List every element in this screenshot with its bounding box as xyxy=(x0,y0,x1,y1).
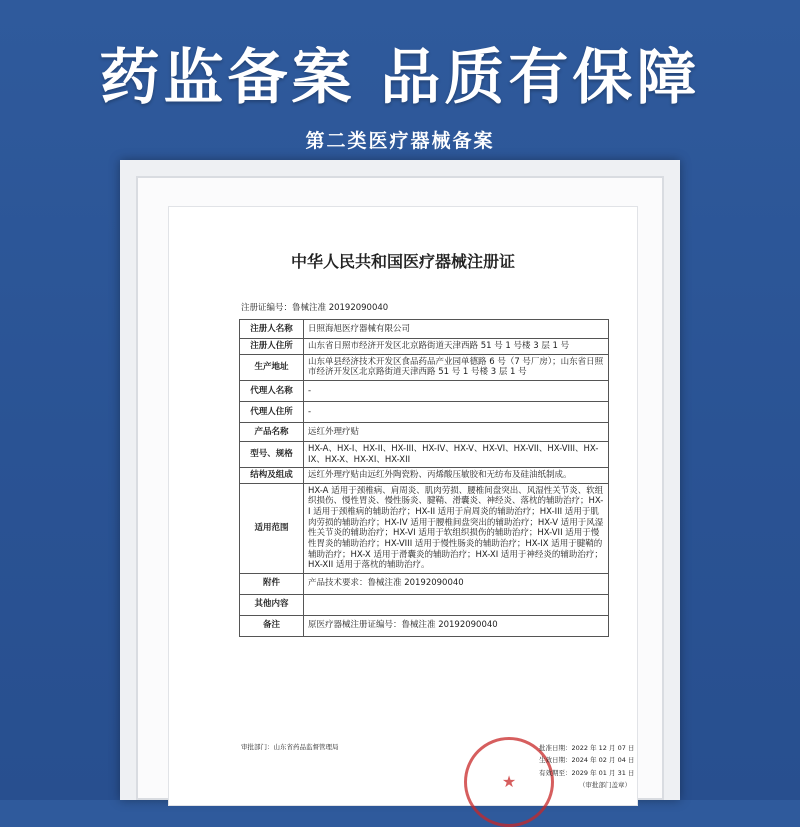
table-row xyxy=(240,594,609,615)
certificate-table xyxy=(239,319,609,637)
row-value: - xyxy=(304,380,609,401)
row-label: 附件 xyxy=(240,573,304,594)
row-value: 产品技术要求：鲁械注准 20192090040 xyxy=(304,573,609,594)
row-label: 注册人住所 xyxy=(240,339,304,355)
stamp-note: （审批部门盖章） xyxy=(579,781,631,790)
row-value xyxy=(304,594,609,615)
table-row xyxy=(240,380,609,401)
row-label: 其他内容 xyxy=(240,594,304,615)
row-value: 原医疗器械注册证编号：鲁械注准 20192090040 xyxy=(304,615,609,636)
table-row xyxy=(240,468,609,484)
row-value: 日照海旭医疗器械有限公司 xyxy=(304,320,609,339)
expiry-date: 有效期至：2029 年 01 月 31 日 xyxy=(539,768,635,777)
row-value: HX-A、HX-I、HX-II、HX-III、HX-IV、HX-V、HX-VI、HX-VII、HX-VIII、HX-IX、HX-X、HX-XI、HX-XII xyxy=(304,441,609,467)
approval-date: 批准日期：2022 年 12 月 07 日 xyxy=(539,744,635,752)
frame-inner-border xyxy=(136,176,664,800)
certificate-document xyxy=(168,206,638,806)
row-label: 结构及组成 xyxy=(240,468,304,484)
table-row xyxy=(240,615,609,636)
picture-frame xyxy=(120,160,680,800)
registration-number: 注册证编号：鲁械注准 20192090040 xyxy=(241,303,389,313)
row-value: 山东省日照市经济开发区北京路街道天津西路 51 号 1 号楼 3 层 1 号 xyxy=(304,339,609,355)
row-label: 型号、规格 xyxy=(240,441,304,467)
row-value: 山东单县经济技术开发区食品药品产业园单德路 6 号（7 号厂房）；山东省日照市经济开发区北京路街道天津西路 51 号 1 号楼 3 层 1 号 xyxy=(304,354,609,380)
row-label: 生产地址 xyxy=(240,354,304,380)
table-row xyxy=(240,320,609,339)
certificate-title: 中华人民共和国医疗器械注册证 xyxy=(290,252,515,271)
table-row xyxy=(240,422,609,441)
row-value: HX-A 适用于颈椎病、肩周炎、肌肉劳损、腰椎间盘突出、风湿性关节炎、软组织损伤、慢性胃炎、慢性肠炎、腱鞘、滑囊炎、神经炎、落枕的辅助治疗；HX-I 适用于颈椎病的辅助治疗；HX-II 适用于肩周炎的辅助治疗；HX-III 适用于肌肉劳损的辅助治疗；HX-IV 适用于腰椎间盘突出的辅助治疗；HX-V 适用于风湿性关节炎的辅助治疗；HX-VI 适用于软组织损伤的辅助治疗；HX-VII 适用于慢性胃炎的辅助治疗；HX-VIII 适用于慢性肠炎的辅助治疗；HX-IX 适用于腱鞘的辅助治疗；HX-X 适用于滑囊炎的辅助治疗；HX-XI 适用于神经炎的辅助治疗；HX-XII 适用于落枕的辅助治疗。 xyxy=(304,483,609,573)
row-label: 代理人住所 xyxy=(240,401,304,422)
row-label: 备注 xyxy=(240,615,304,636)
row-label: 适用范围 xyxy=(240,483,304,573)
row-value: 远红外理疗贴 xyxy=(304,422,609,441)
approval-dates xyxy=(539,742,634,791)
row-label: 注册人名称 xyxy=(240,320,304,339)
table-row xyxy=(240,483,609,573)
effective-date: 生效日期：2024 年 02 月 04 日 xyxy=(539,756,635,765)
row-label: 产品名称 xyxy=(240,422,304,441)
table-row xyxy=(240,339,609,355)
row-value: 远红外理疗贴由远红外陶瓷粉、丙烯酸压敏胶和无纺布及硅油纸制成。 xyxy=(304,468,609,484)
subheadline: 第二类医疗器械备案 xyxy=(305,130,495,152)
table-row xyxy=(240,401,609,422)
table-row xyxy=(240,441,609,467)
row-value: - xyxy=(304,401,609,422)
headline: 药监备案 品质有保障 xyxy=(99,43,701,113)
seal-star-icon: ★ xyxy=(501,772,517,791)
row-label: 代理人名称 xyxy=(240,380,304,401)
approval-department: 审批部门：山东省药品监督管理局 xyxy=(241,743,339,751)
table-row xyxy=(240,354,609,380)
table-row xyxy=(240,573,609,594)
